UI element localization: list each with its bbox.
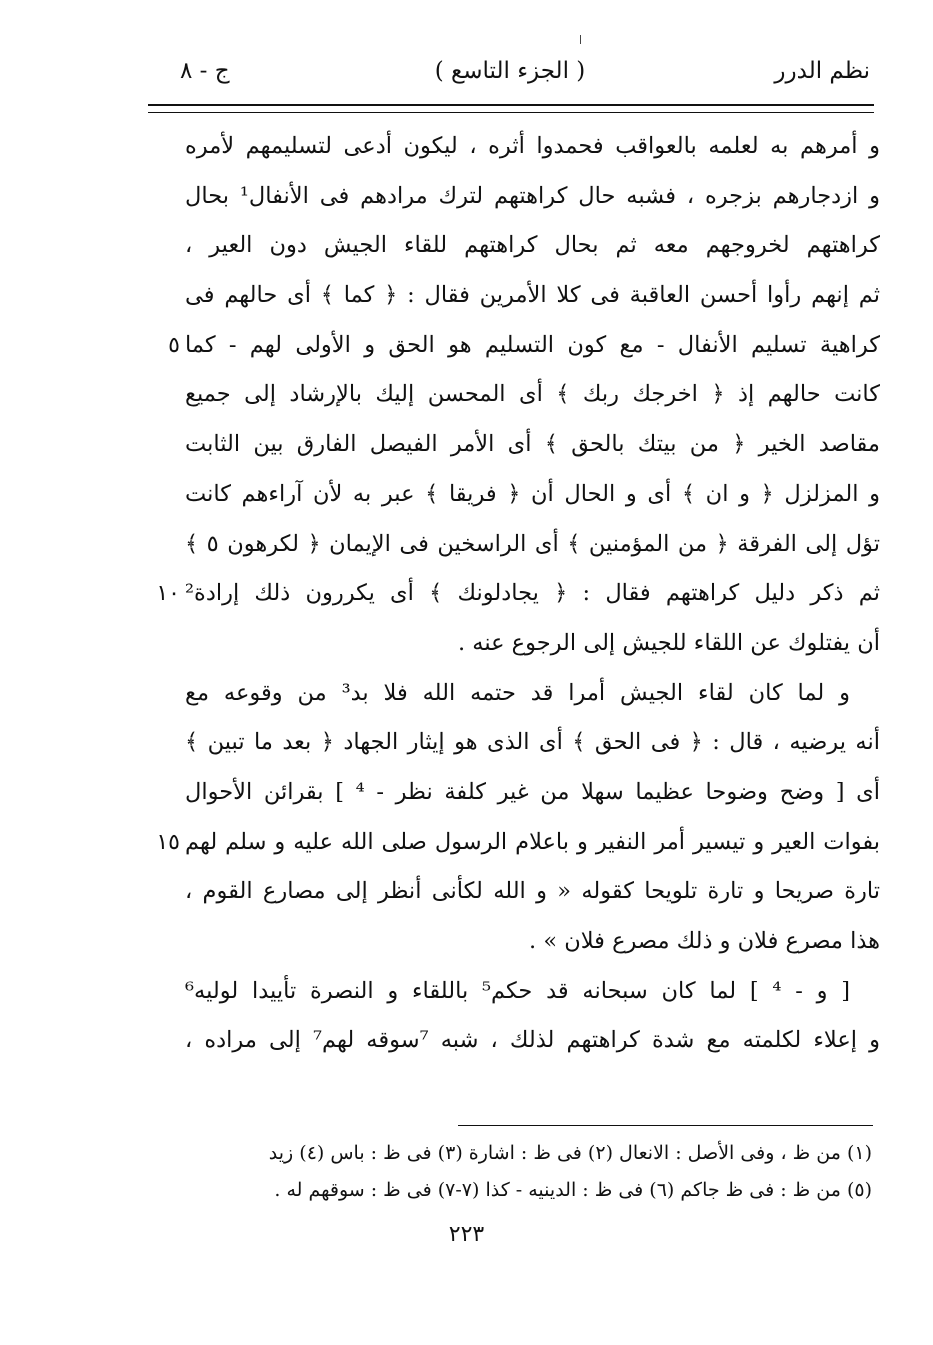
text-line [140, 967, 880, 1017]
text-line [140, 122, 880, 172]
text-line [140, 370, 880, 420]
line-number: ١٥ [156, 829, 180, 855]
text-line-content: تارة صريحا و تارة تلويحا كقوله « و الله لكأنى أنظر إلى مصارع القوم ، [185, 878, 880, 905]
text-line-content: و إعلاء لكلمته مع شدة كراهتهم لذلك ، شبه ⁷سوقه لهم⁷ إلى مراده ، [185, 1027, 880, 1054]
line-number: ٥ [168, 332, 180, 358]
text-line-content: بفوات العير و تيسير أمر النفير و باعلام الرسول صلى الله عليه و سلم لهم [185, 828, 880, 855]
running-header [150, 58, 870, 98]
footnote-line: (٥) من ظ : فى ظ جاكم (٦) فى ظ : الدينيه - كذا (٧-٧) فى ظ : سوقهم له . [274, 1179, 872, 1201]
main-text [140, 122, 880, 1066]
footnote-line: (١) من ظ ، وفى الأصل : الانعال (٢) فى ظ : اشارة (٣) فى ظ : باس (٤) زيد [268, 1142, 872, 1164]
text-line [140, 569, 880, 619]
header-rule-thin [148, 112, 874, 113]
text-line-content: و ازدجارهم بزجره ، فشبه حال كراهتهم لترك مرادهم فى الأنفال¹ بحال [185, 182, 880, 209]
header-rule-thick [148, 104, 874, 106]
text-line-content: كراهتهم لخروجهم معه ثم بحال كراهتهم للقاء الجيش دون العير ، [185, 232, 880, 259]
text-line [140, 172, 880, 222]
text-line-content: ثم ذكر دليل كراهتهم فقال : ﴿ يجادلونك ﴾ أى يكررون ذلك إرادة² [185, 580, 880, 607]
text-line [140, 818, 880, 868]
text-line [140, 321, 880, 371]
text-line [140, 1016, 880, 1066]
footnote-separator [458, 1125, 873, 1126]
text-line [140, 271, 880, 321]
text-line-content: كراهية تسليم الأنفال - مع كون التسليم هو الحق و الأولى لهم - كما [185, 331, 880, 358]
page-number: ٢٢٣ [448, 1222, 485, 1247]
text-line [140, 221, 880, 271]
header-volume: ج - ٨ [180, 58, 230, 84]
text-line-content: ثم إنهم رأوا أحسن العاقبة فى كلا الأمرين فقال : ﴿ كما ﴾ أى حالهم فى [185, 282, 880, 309]
text-line-content: أن يفتلوك عن اللقاء للجيش إلى الرجوع عنه . [457, 629, 880, 656]
text-line-content: و لما كان لقاء الجيش أمرا قد حتمه الله فلا بد³ من وقوعه مع [185, 679, 850, 706]
header-part: ( الجزء التاسع ) [434, 58, 586, 84]
header-book-title: نظم الدرر [774, 58, 870, 84]
text-line-content: أى [ وضح وضوحا عظيما سهلا من غير كلفة نظر - ⁴ ] بقرائن الأحوال [185, 778, 880, 805]
text-line [140, 520, 880, 570]
text-line-content: هذا مصرع فلان و ذلك مصرع فلان » . [529, 928, 880, 954]
text-line-content: [ و - ⁴ ] لما كان سبحانه قد حكم⁵ باللقاء و النصرة تأييدا لوليه⁶ [185, 977, 850, 1004]
text-line [140, 420, 880, 470]
text-line [140, 669, 880, 719]
text-line-content: و المزلزل ﴿ و ان ﴾ أى و الحال أن ﴿ فريقا ﴾ عبر به لأن آراءهم كانت [185, 480, 880, 507]
print-mark [580, 35, 581, 44]
text-line [140, 619, 880, 669]
text-line-content: تؤل إلى الفرقة ﴿ من المؤمنين ﴾ أى الراسخين فى الإيمان ﴿ لكرهون ٥ ﴾ [185, 530, 880, 557]
text-line-content: كانت حالهم إذ ﴿ اخرجك ربك ﴾ أى المحسن إليك بالإرشاد إلى جميع [185, 381, 880, 408]
text-line [140, 470, 880, 520]
footnotes [150, 1135, 872, 1209]
text-line [140, 718, 880, 768]
text-line-content: أنه يرضيه ، قال : ﴿ فى الحق ﴾ أى الذى هو إيثار الجهاد ﴿ بعد ما تبين ﴾ [185, 729, 880, 756]
text-line [140, 768, 880, 818]
text-line-content: و أمرهم به لعلمه بالعواقب فحمدوا أثره ، ليكون أدعى لتسليمهم لأمره [185, 133, 880, 159]
text-line [140, 867, 880, 917]
text-line [140, 917, 880, 967]
text-line-content: مقاصد الخير ﴿ من بيتك بالحق ﴾ أى الأمر الفيصل الفارق بين الثابت [185, 431, 880, 458]
line-number: ١٠ [156, 581, 180, 607]
